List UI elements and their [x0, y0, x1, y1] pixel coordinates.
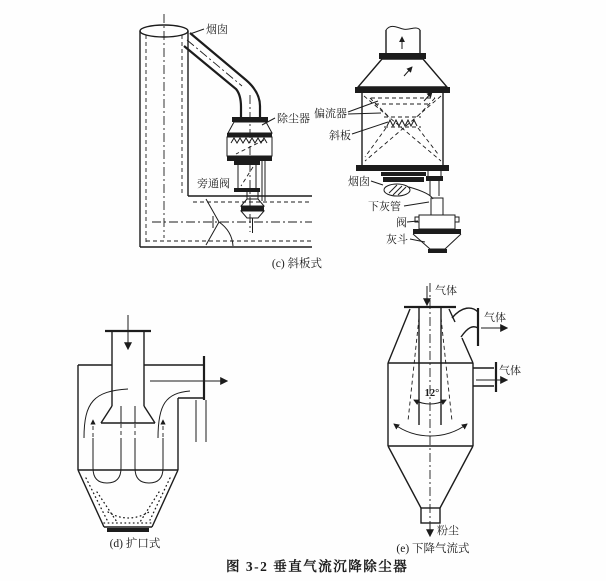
dust-hopper-e — [388, 446, 473, 536]
chimney-outline — [140, 14, 188, 247]
outlet-stack — [386, 26, 420, 53]
label-ash-down-pipe: 下灰管 — [368, 201, 401, 213]
leader-ash-hopper — [410, 239, 425, 242]
label-deflector: 偏流器 — [314, 108, 347, 120]
inlet-pipe-flared — [101, 315, 155, 423]
label-chimney-c: 烟囱 — [206, 24, 228, 36]
dust-collector-device — [227, 117, 272, 201]
leader-chimney-c — [190, 29, 204, 34]
label-chimney-detail: 烟囱 — [348, 176, 370, 188]
outlet-duct — [144, 356, 227, 442]
label-dust-outlet: 粉尘 — [437, 525, 459, 537]
panel-d-diagram — [78, 315, 227, 550]
label-inclined-plate: 斜板 — [329, 130, 351, 142]
label-ash-hopper: 灰斗 — [386, 234, 408, 246]
leader-ash-down-pipe — [404, 202, 429, 206]
caption-panel-e: (e) 下降气流式 — [396, 543, 470, 555]
panel-c-installation-diagram — [140, 14, 323, 270]
figure-caption: 图 3-2 垂直气流沉降除尘器 — [226, 559, 409, 574]
chimney-top-connection — [381, 172, 433, 199]
panel-c-detail-diagram — [314, 26, 461, 253]
bypass-valve-symbol — [206, 199, 233, 246]
leader-deflector-2 — [348, 113, 381, 114]
leader-chimney-detail — [371, 181, 383, 185]
dust-hopper-d — [78, 470, 178, 530]
label-cone-angle: 12° — [424, 388, 440, 399]
leader-inclined-plate — [352, 122, 388, 134]
discharge-cone-valve — [241, 199, 264, 233]
flue-duct — [140, 196, 312, 247]
flow-lines — [84, 389, 190, 483]
label-valve: 阀 — [396, 217, 407, 229]
label-bypass-valve: 旁通阀 — [197, 178, 230, 190]
expansion-hood — [355, 53, 450, 93]
inner-cone-tube — [394, 308, 467, 436]
caption-panel-c: (c) 斜板式 — [271, 258, 323, 270]
label-gas-outlet-side: 气体 — [499, 365, 521, 377]
panel-e-diagram — [388, 283, 521, 555]
caption-panel-d: (d) 扩口式 — [109, 538, 161, 550]
leader-deflector-1 — [348, 101, 378, 112]
label-gas-inlet-top: 气体 — [435, 285, 457, 297]
label-gas-outlet-curve: 气体 — [484, 312, 506, 324]
label-dust-collector: 除尘器 — [277, 113, 310, 125]
vessel-shell-e — [388, 309, 473, 446]
